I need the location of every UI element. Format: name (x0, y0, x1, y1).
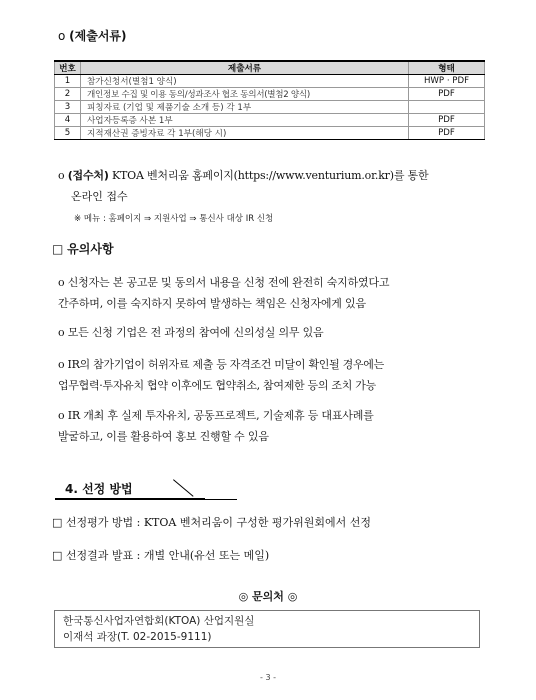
reception-text-line1: KTOA 벤처리움 홈페이지(https://www.venturium.or.kr)를 통한 (108, 169, 429, 182)
bullet-marker: o (58, 169, 65, 182)
row-format (409, 101, 485, 114)
notes-section-title: 유의사항 (67, 242, 114, 256)
contact-line2: 이재석 과장(T. 02-2015-9111) (63, 631, 212, 643)
notes-item-line: 간주하며, 이를 숙지하지 못하여 발생하는 책임은 신청자에게 있음 (58, 297, 366, 310)
row-document: 사업자등록증 사본 1부 (81, 114, 409, 127)
submission-docs-title: (제출서류) (69, 29, 127, 43)
selection-result-item: □ 선정결과 발표 : 개별 안내(유선 또는 메일) (52, 549, 270, 562)
reception-label: (접수처) (67, 169, 109, 182)
table-row (55, 127, 485, 140)
col-header-format: 형태 (409, 61, 485, 75)
reception-text-line2: 온라인 접수 (71, 190, 128, 203)
submission-docs-table (54, 60, 485, 140)
table-row (55, 75, 485, 88)
notes-item (58, 405, 498, 447)
selection-method-item: □ 선정평가 방법 : KTOA 벤처리움이 구성한 평가위원회에서 선정 (52, 516, 371, 529)
row-format: PDF (409, 127, 485, 140)
section4-underline (55, 498, 205, 500)
table-row (55, 114, 485, 127)
row-document: 지적재산권 증빙자료 각 1부(해당 시) (81, 127, 409, 140)
row-document: 개인정보 수집 및 이용 동의/성과조사 협조 동의서(별첨2 양식) (81, 88, 409, 101)
notes-item (58, 272, 498, 314)
row-format: PDF (409, 88, 485, 101)
row-number: 2 (55, 88, 81, 101)
notes-item-line: 업무협력·투자유치 협약 이후에도 협약취소, 참여제한 등의 조치 가능 (58, 379, 376, 392)
submission-docs-heading (58, 27, 127, 44)
notes-item-line: o 신청자는 본 공고문 및 동의서 내용을 신청 전에 완전히 숙지하였다고 (58, 276, 390, 289)
page-number: - 3 - (260, 673, 276, 682)
table-row (55, 88, 485, 101)
section4-title: 4. 선정 방법 (65, 482, 133, 496)
table-row (55, 101, 485, 114)
section4-slant-decoration (173, 479, 194, 496)
row-document: 피칭자료 (기업 및 제품기술 소개 등) 각 1부 (81, 101, 409, 114)
table-header-row (55, 61, 485, 75)
notes-item-line: o 모든 신청 기업은 전 과정의 참여에 신의성실 의무 있음 (58, 326, 324, 339)
notes-item (58, 354, 498, 396)
notes-item-line: o IR의 참가기업이 허위자료 제출 등 자격조건 미달이 확인될 경우에는 (58, 358, 384, 371)
row-number: 3 (55, 101, 81, 114)
contact-box (54, 610, 480, 648)
reception-paragraph (58, 165, 498, 207)
notes-item-line: o IR 개최 후 실제 투자유치, 공동프로젝트, 기술제휴 등 대표사례를 (58, 409, 374, 422)
reception-menu-note: ※ 메뉴 : 홈페이지 ⇒ 지원사업 ⇒ 통신사 대상 IR 신청 (74, 214, 274, 224)
notes-section-heading (52, 240, 114, 257)
contact-line1: 한국통신사업자연합회(KTOA) 산업지원실 (63, 615, 255, 627)
col-header-document: 제출서류 (81, 61, 409, 75)
notes-item (58, 322, 498, 343)
section4-tail-line (191, 499, 237, 500)
row-format: HWP · PDF (409, 75, 485, 88)
notes-item-line: 발굴하고, 이를 활용하여 홍보 진행할 수 있음 (58, 430, 269, 443)
row-number: 5 (55, 127, 81, 140)
col-header-number: 번호 (55, 61, 81, 75)
row-document: 참가신청서(별첨1 양식) (81, 75, 409, 88)
row-number: 1 (55, 75, 81, 88)
row-number: 4 (55, 114, 81, 127)
section-marker: □ (52, 242, 64, 256)
section4-heading (55, 476, 235, 500)
bullet-marker: o (58, 29, 66, 43)
row-format: PDF (409, 114, 485, 127)
contact-title: ◎ 문의처 ◎ (238, 590, 298, 603)
